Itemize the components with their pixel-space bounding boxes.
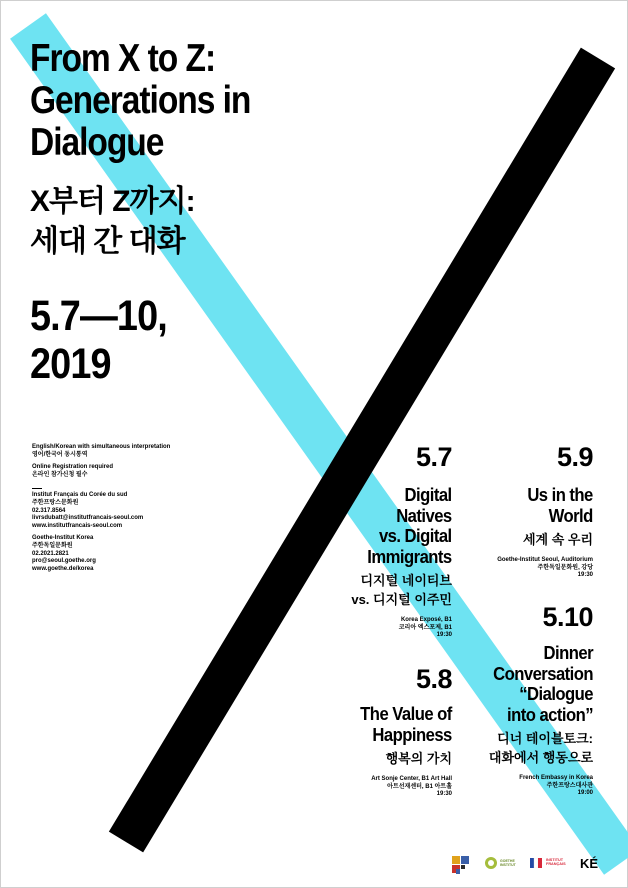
event-venue: [350, 776, 452, 799]
venue-line: Art Sonje Center, B1 Art Hall: [371, 776, 452, 782]
venue-line: 아트선재센터, B1 아트홀: [387, 783, 452, 790]
website-link[interactable]: www.goethe.de/korea: [32, 565, 94, 572]
event-title: [493, 643, 593, 725]
event-title-korean: [351, 571, 452, 609]
event-time: 19:30: [436, 632, 452, 638]
event-title: [361, 485, 452, 567]
event-title-ko-line: 대화에서 행동으로: [488, 750, 593, 765]
event-title: [360, 704, 452, 745]
goethe-logo-text: [500, 859, 516, 867]
event-title-korean: [497, 530, 593, 549]
event-5-7: [351, 442, 452, 640]
event-venue: [482, 775, 593, 798]
event-title-line: Natives: [396, 504, 452, 526]
info-column: [32, 444, 170, 578]
event-title-korean: [482, 729, 593, 767]
title-line: Generations in: [30, 79, 251, 122]
event-5-9: [497, 442, 593, 580]
event-title-line: into action”: [506, 703, 593, 725]
event-day: 5.8: [415, 664, 452, 694]
email-link[interactable]: livrsdubatt@institutfrancais-seoul.com: [32, 515, 144, 522]
logo-text-line: INSTITUT: [500, 863, 516, 867]
logo-text-line: FRANÇAIS: [546, 862, 566, 867]
date-range: 5.7—10,: [30, 292, 167, 340]
event-title-line: “Dialogue: [519, 683, 593, 704]
event-day: 5.10: [542, 602, 593, 632]
event-title-ko-line: 디지털 네이티브: [360, 573, 452, 588]
event-venue: [351, 617, 452, 640]
goethe-contact: [32, 535, 170, 573]
event-time: 19:30: [436, 791, 452, 797]
venue-line: 주한독일문화원, 강당: [537, 564, 593, 571]
event-day: 5.9: [556, 442, 593, 472]
event-title-line: Digital: [404, 484, 452, 505]
event-title: [507, 485, 593, 526]
info-line: 02.317.8564: [32, 507, 66, 514]
french-flag-icon: [530, 858, 542, 868]
event-title-line: Happiness: [372, 723, 452, 745]
event-title-line: The Value of: [360, 703, 452, 724]
event-title-line: Conversation: [493, 662, 593, 684]
title-english: [30, 38, 250, 164]
venue-line: Goethe-Institut Seoul, Auditorium: [497, 557, 593, 563]
info-line: 주한프랑스문화원: [32, 499, 79, 506]
info-line: 온라인 참가신청 필수: [32, 471, 88, 478]
venue-line: Korea Exposé, B1: [400, 617, 452, 623]
website-link[interactable]: www.institutfrancais-seoul.com: [32, 522, 123, 529]
title-ko-line: 세대 간 대화: [30, 225, 185, 258]
ke-logo: KÉ: [580, 856, 599, 871]
logo-text-line: INSTITUT: [546, 858, 564, 862]
event-5-10: [482, 602, 593, 798]
event-title-line: Us in the: [527, 484, 593, 505]
institut-francais-logo-text: [546, 858, 566, 867]
event-title-ko-line: 세계 속 우리: [522, 532, 593, 547]
event-title-ko-line: 디너 테이블토크:: [497, 731, 593, 746]
event-day: 5.7: [415, 442, 452, 472]
event-title-line: vs. Digital: [379, 525, 452, 546]
title-line: Dialogue: [30, 121, 164, 164]
event-5-8: [350, 664, 452, 799]
info-line: English/Korean with simultaneous interpretation: [32, 444, 171, 450]
title-korean: [30, 182, 195, 262]
event-time: 19:00: [577, 790, 593, 796]
title-ko-line: X부터 Z까지:: [30, 185, 195, 218]
institut-contact: [32, 492, 170, 530]
info-line: Goethe-Institut Korea: [32, 535, 94, 542]
registration-info: [32, 464, 170, 479]
logo-text-line: GOETHE: [500, 859, 515, 863]
venue-line: French Embassy in Korea: [519, 775, 593, 781]
title-line: From X to Z:: [30, 37, 216, 80]
event-title-ko-line: 행복의 가치: [385, 751, 452, 766]
event-title-ko-line: vs. 디지털 이주민: [351, 592, 452, 607]
venue-line: 코리아 엑스포제, B1: [398, 624, 452, 631]
event-dates: [30, 292, 167, 388]
event-title-korean: [350, 749, 452, 768]
event-time: 19:30: [577, 572, 593, 578]
event-title-line: World: [548, 504, 593, 526]
venue-line: 주한프랑스대사관: [546, 782, 593, 789]
korea-logo-icon: [452, 856, 472, 876]
info-line: 영어/한국어 동시통역: [32, 451, 88, 458]
event-title-line: Immigrants: [367, 545, 452, 567]
language-info: [32, 444, 170, 459]
event-title-line: Dinner: [543, 642, 593, 663]
info-line: 02.2021.2821: [32, 550, 69, 557]
goethe-logo-icon: [484, 856, 498, 874]
divider: [32, 488, 42, 489]
info-line: Institut Français du Corée du sud: [32, 492, 128, 499]
event-venue: [497, 557, 593, 580]
date-year: 2019: [30, 340, 111, 388]
email-link[interactable]: pro@seoul.goethe.org: [32, 558, 96, 565]
info-line: Online Registration required: [32, 464, 114, 471]
info-line: 주한독일문화원: [32, 542, 73, 549]
